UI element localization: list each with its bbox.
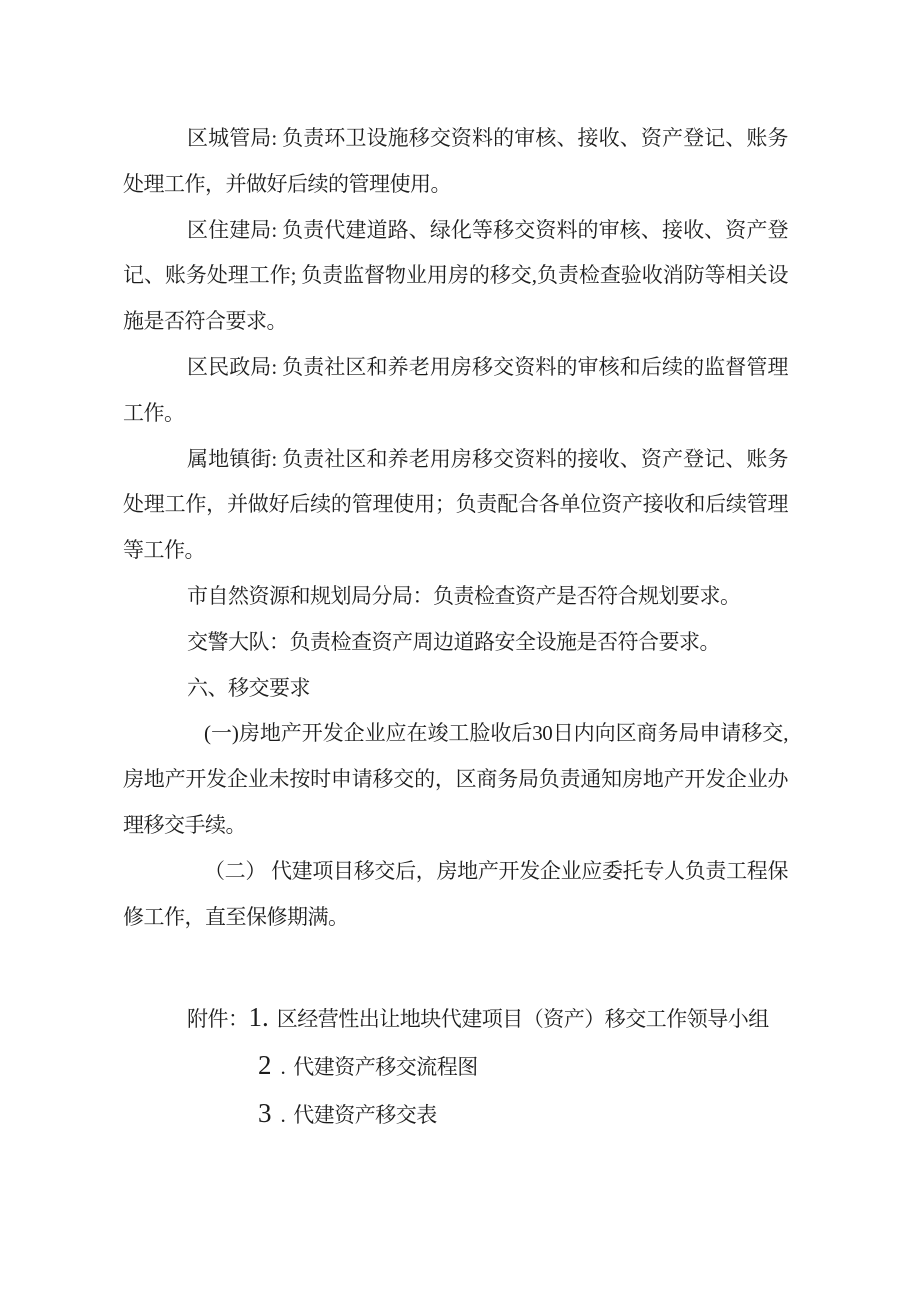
attachment-number-3: 3: [258, 1098, 272, 1128]
attachment-line-1: [187, 994, 803, 1042]
heading-section-six: 六、移交要求: [187, 675, 310, 700]
paragraph-qu-chengguan-ju: 区城管局: 负责环卫设施移交资料的审核、接收、资产登记、账务处理工作，并做好后续的管理使用。: [123, 126, 788, 196]
attachment-number-2: 2: [258, 1050, 272, 1080]
attachment-number-dot-2: .: [280, 1055, 286, 1079]
attachment-list: [123, 994, 803, 1138]
paragraph-requirement-item-2: （二） 代建项目移交后，房地产开发企业应委托专人负责工程保修工作，直至保修期满。: [123, 858, 788, 929]
attachment-number-dot-3: .: [280, 1103, 286, 1127]
paragraph-shudi-zhenjie: 属地镇街: 负责社区和养老用房移交资料的接收、资产登记、账务处理工作，并做好后续的管理使用；负责配合各单位资产接收和后续管理等工作。: [123, 446, 788, 563]
paragraph-jiaojing-dadui: 交警大队：负责检查资产周边道路安全设施是否符合要求。: [187, 629, 720, 654]
attachment-label: 附件：: [187, 1007, 249, 1031]
paragraph-requirement-item-1: (一)房地产开发企业应在竣工脸收后30日内向区商务局申请移交,房地产开发企业未按时申请移交的，区商务局负责通知房地产开发企业办理移交手续。: [123, 721, 788, 837]
paragraph-qu-minzheng-ju: 区民政局: 负责社区和养老用房移交资料的审核和后续的监督管理工作。: [123, 354, 788, 425]
attachment-line-3: [258, 1090, 803, 1138]
paragraph-qu-zhujian-ju: 区住建局: 负责代建道路、绿化等移交资料的审核、接收、资产登记、账务处理工作; 负责监督物业用房的移交,负责检查验收消防等相关设施是否符合要求。: [123, 217, 788, 334]
attachment-title-2: 代建资产移交流程图: [293, 1055, 478, 1079]
attachment-title-3: 代建资产移交表: [293, 1103, 437, 1127]
attachment-title-1: 区经营性出让地块代建项目（资产）移交工作领导小组: [276, 1007, 769, 1031]
attachment-number-1: 1.: [248, 1002, 269, 1032]
paragraph-shi-ziran-ziyuan-ju: 市自然资源和规划局分局：负责检查资产是否符合规划要求。: [187, 583, 741, 608]
attachment-line-2: [258, 1042, 803, 1090]
document-body: [123, 116, 788, 940]
